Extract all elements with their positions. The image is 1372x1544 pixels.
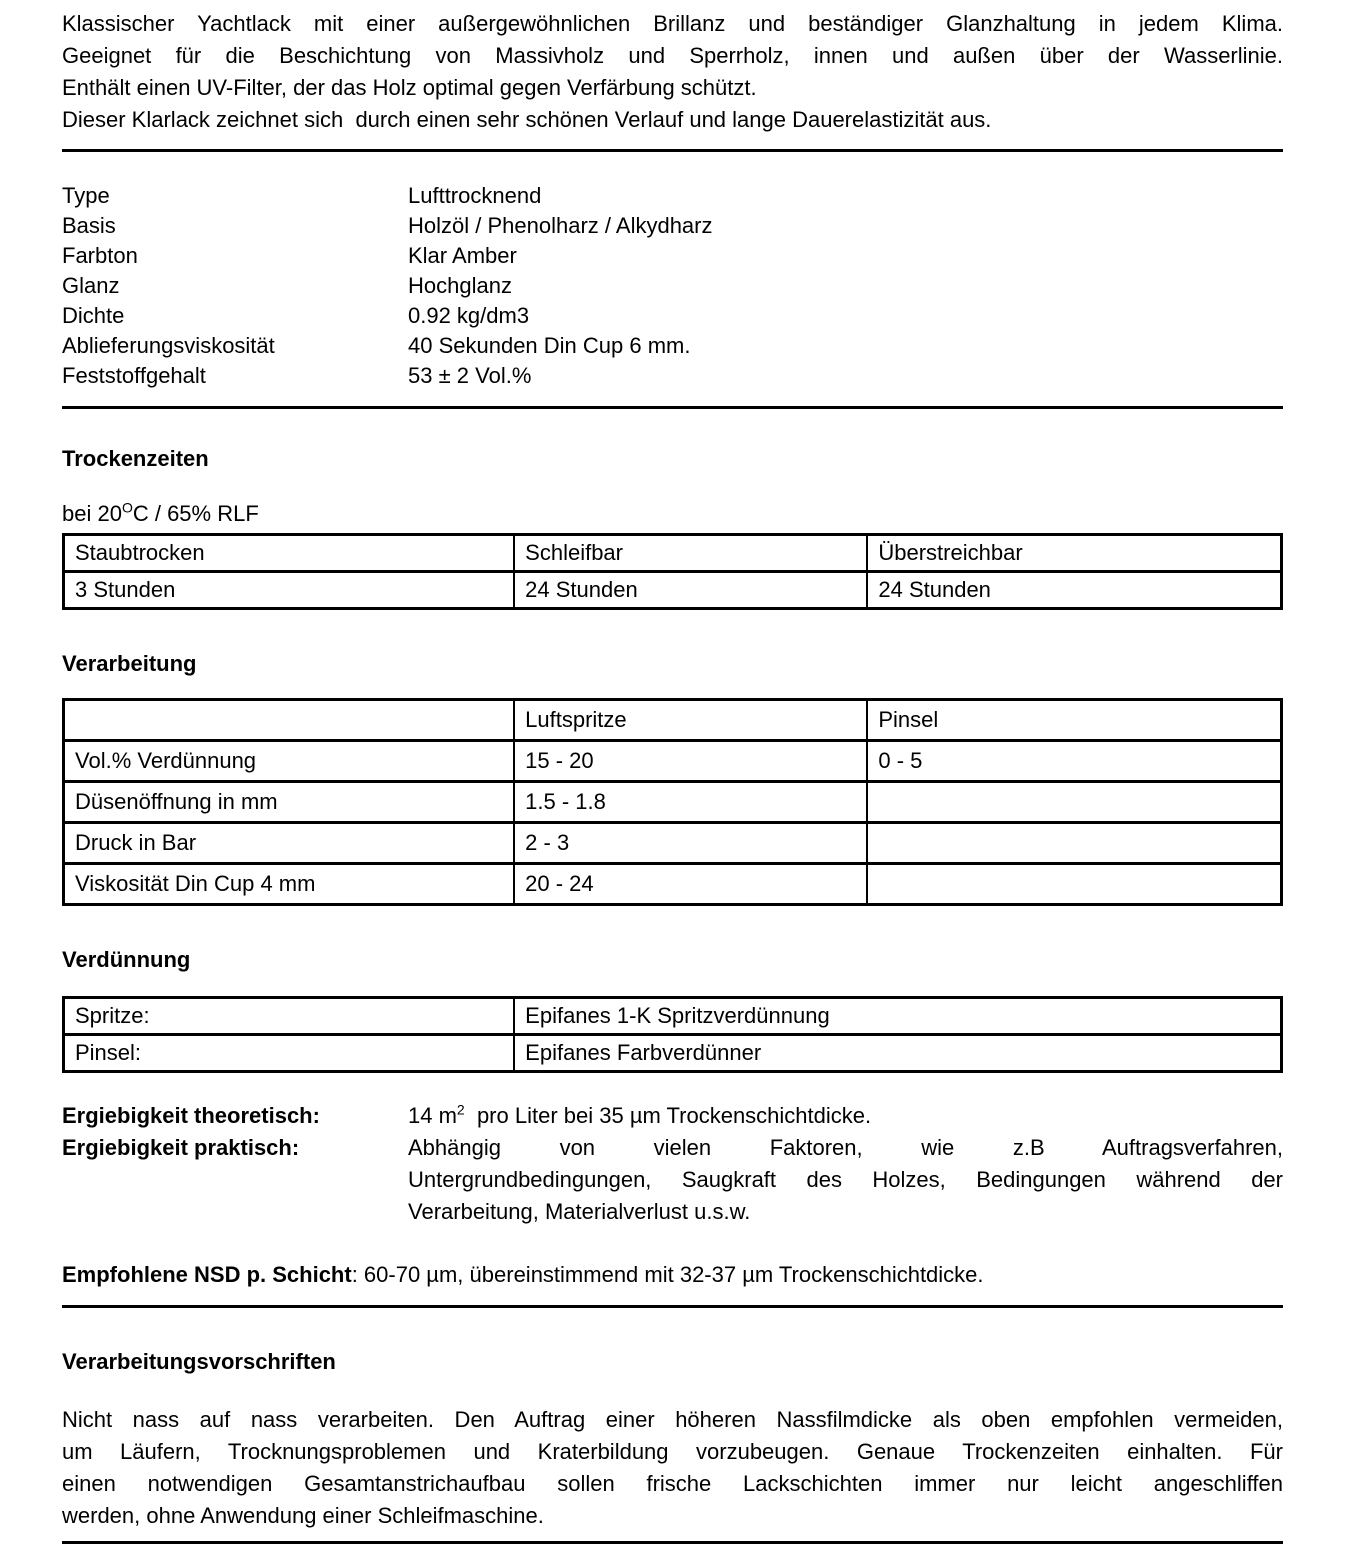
table-cell: Vol.% Verdünnung xyxy=(64,741,515,782)
degree-symbol: O xyxy=(121,499,133,516)
table-cell: 15 - 20 xyxy=(514,741,867,782)
spec-row xyxy=(62,271,1283,301)
spec-row xyxy=(62,241,1283,271)
coverage-label: Ergiebigkeit theoretisch: xyxy=(62,1103,320,1128)
table-cell: 20 - 24 xyxy=(514,864,867,905)
spec-value: Lufttrocknend xyxy=(408,183,542,208)
table-header-cell xyxy=(64,700,515,741)
spec-label: Dichte xyxy=(62,303,125,328)
coverage-practical-line: Verarbeitung, Materialverlust u.s.w. xyxy=(408,1199,751,1224)
table-cell: Druck in Bar xyxy=(64,823,515,864)
table-cell: 0 - 5 xyxy=(867,741,1281,782)
coverage-theoretical-row xyxy=(62,1100,1283,1132)
intro-line: Dieser Klarlack zeichnet sich durch einen sehr schönen Verlauf und lange Dauerelastizität aus. xyxy=(62,107,992,132)
condition-prefix: bei 20 xyxy=(62,501,122,526)
spec-value: 53 ± 2 Vol.% xyxy=(408,363,532,388)
heading-verduennung: Verdünnung xyxy=(62,947,191,972)
heading-verarbeitung: Verarbeitung xyxy=(62,651,197,676)
processing-table-row xyxy=(64,823,1282,864)
table-cell: 2 - 3 xyxy=(514,823,867,864)
drying-table-row xyxy=(64,572,1282,609)
spec-row xyxy=(62,211,1283,241)
table-cell: Viskosität Din Cup 4 mm xyxy=(64,864,515,905)
instructions-line: werden, ohne Anwendung einer Schleifmaschine. xyxy=(62,1503,544,1528)
table-cell: 24 Stunden xyxy=(867,572,1281,609)
spec-label: Glanz xyxy=(62,273,120,298)
coverage-practical-line: Untergrundbedingungen, Saugkraft des Holzes, Bedingungen während der xyxy=(408,1167,1283,1192)
table-header-cell: Staubtrocken xyxy=(64,535,515,572)
spec-label: Ablieferungsviskosität xyxy=(62,333,275,358)
instructions-line: einen notwendigen Gesamtanstrichaufbau sollen frische Lackschichten immer nur leicht angeschliffen xyxy=(62,1471,1283,1496)
drying-table-header-row xyxy=(64,535,1282,572)
thinning-table-row xyxy=(64,1035,1282,1072)
intro-line: Klassischer Yachtlack mit einer außergewöhnlichen Brillanz und beständiger Glanzhaltung in jedem Klima. xyxy=(62,11,1283,36)
processing-table-row xyxy=(64,782,1282,823)
spec-value: Klar Amber xyxy=(408,243,517,268)
horizontal-rule xyxy=(62,149,1283,152)
thinning-table-row xyxy=(64,998,1282,1035)
table-cell: Pinsel: xyxy=(64,1035,515,1072)
coverage-practical-row xyxy=(62,1132,1283,1228)
spec-row xyxy=(62,331,1283,361)
table-cell: 1.5 - 1.8 xyxy=(514,782,867,823)
table-header-cell: Luftspritze xyxy=(514,700,867,741)
drying-condition xyxy=(62,499,1283,529)
spec-row xyxy=(62,301,1283,331)
coverage-value xyxy=(408,1100,1283,1132)
instructions-line: um Läufern, Trocknungsproblemen und Kraterbildung vorzubeugen. Genaue Trockenzeiten einhalten. Für xyxy=(62,1439,1283,1464)
table-cell xyxy=(867,823,1281,864)
table-cell xyxy=(867,864,1281,905)
nsd-line xyxy=(62,1259,1283,1291)
spec-value: Holzöl / Phenolharz / Alkydharz xyxy=(408,213,713,238)
table-cell: 24 Stunden xyxy=(514,572,867,609)
coverage-label: Ergiebigkeit praktisch: xyxy=(62,1135,300,1160)
table-cell: 3 Stunden xyxy=(64,572,515,609)
table-header-cell: Überstreichbar xyxy=(867,535,1281,572)
spec-value: Hochglanz xyxy=(408,273,512,298)
horizontal-rule xyxy=(62,406,1283,409)
superscript-2: 2 xyxy=(456,1101,465,1118)
condition-suffix: C / 65% RLF xyxy=(132,501,259,526)
table-cell: Spritze: xyxy=(64,998,515,1035)
coverage-practical-line: Abhängig von vielen Faktoren, wie z.B Auftragsverfahren, xyxy=(408,1135,1283,1160)
spec-label: Feststoffgehalt xyxy=(62,363,206,388)
coverage-value xyxy=(408,1132,1283,1228)
table-header-cell: Pinsel xyxy=(867,700,1281,741)
intro-line: Geeignet für die Beschichtung von Massivholz und Sperrholz, innen und außen über der Wasserlinie. xyxy=(62,43,1283,68)
nsd-label: Empfohlene NSD p. Schicht xyxy=(62,1262,352,1287)
processing-table-header-row xyxy=(64,700,1282,741)
spec-value: 0.92 kg/dm3 xyxy=(408,303,530,328)
processing-table-row xyxy=(64,741,1282,782)
spec-label: Farbton xyxy=(62,243,138,268)
nsd-value: : 60-70 µm, übereinstimmend mit 32-37 µm Trockenschichtdicke. xyxy=(351,1262,984,1287)
coverage-value-post: pro Liter bei 35 µm Trockenschichtdicke. xyxy=(464,1103,872,1128)
processing-table xyxy=(62,698,1283,906)
table-cell xyxy=(867,782,1281,823)
coverage-value-pre: 14 m xyxy=(408,1103,457,1128)
table-cell: Epifanes Farbverdünner xyxy=(514,1035,1281,1072)
spec-label: Type xyxy=(62,183,110,208)
thinning-table xyxy=(62,996,1283,1073)
instructions-paragraph xyxy=(62,1404,1283,1532)
spec-value: 40 Sekunden Din Cup 6 mm. xyxy=(408,333,691,358)
processing-table-row xyxy=(64,864,1282,905)
table-header-cell: Schleifbar xyxy=(514,535,867,572)
table-cell: Epifanes 1-K Spritzverdünnung xyxy=(514,998,1281,1035)
horizontal-rule xyxy=(62,1305,1283,1308)
heading-trockenzeiten: Trockenzeiten xyxy=(62,446,209,471)
coverage-block xyxy=(62,1100,1283,1228)
spec-row xyxy=(62,361,1283,391)
spec-label: Basis xyxy=(62,213,116,238)
intro-paragraph xyxy=(62,8,1283,136)
spec-list xyxy=(62,181,1283,391)
table-cell: Düsenöffnung in mm xyxy=(64,782,515,823)
heading-verarbeitungsvorschriften: Verarbeitungsvorschriften xyxy=(62,1349,336,1374)
drying-table xyxy=(62,533,1283,610)
intro-line: Enthält einen UV-Filter, der das Holz optimal gegen Verfärbung schützt. xyxy=(62,75,757,100)
spec-row xyxy=(62,181,1283,211)
instructions-line: Nicht nass auf nass verarbeiten. Den Auftrag einer höheren Nassfilmdicke als oben empfohlen vermeiden, xyxy=(62,1407,1283,1432)
